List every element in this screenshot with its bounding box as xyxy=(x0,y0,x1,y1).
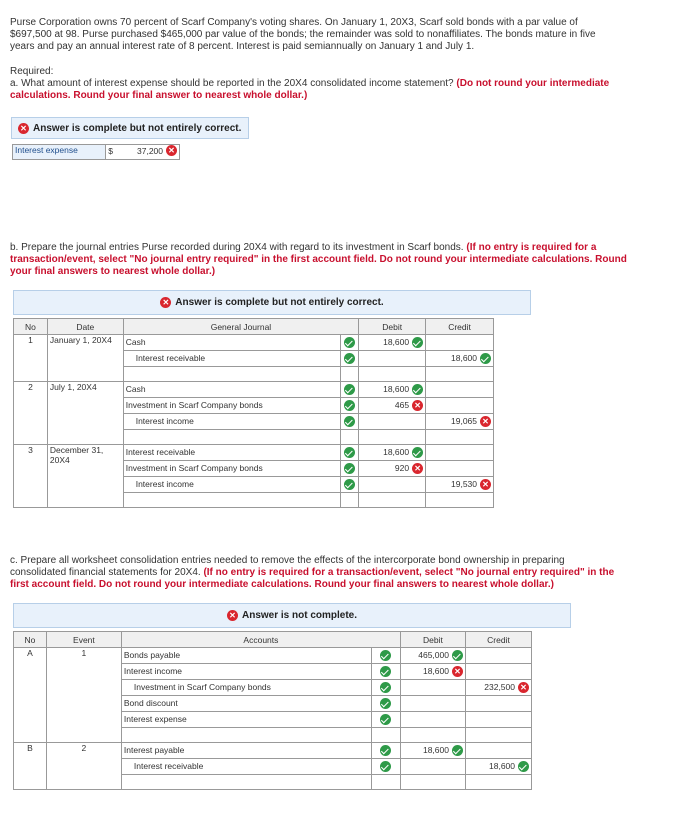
part-c-instruction-2: first account field. Do not round your intermediate calculations. Round your final answers to nearest whole dollar.) xyxy=(10,579,554,590)
credit-value: 19,530 xyxy=(451,479,477,489)
interest-expense-input[interactable] xyxy=(106,145,180,160)
problem-intro xyxy=(10,17,686,53)
debit-value: 18,600 xyxy=(422,745,449,755)
debit-input[interactable] xyxy=(400,664,465,680)
journal-entries-table xyxy=(13,318,494,508)
account-status xyxy=(371,696,400,712)
part-a-instruction-1: (Do not round your intermediate xyxy=(456,78,610,89)
debit-input[interactable] xyxy=(400,775,465,790)
account-name: Interest receivable xyxy=(133,761,204,771)
account-name: Interest receivable xyxy=(135,353,206,363)
debit-input[interactable] xyxy=(359,430,426,445)
correct-icon xyxy=(344,479,355,490)
debit-input[interactable] xyxy=(359,382,426,398)
col-header-credit: Credit xyxy=(465,632,531,648)
debit-value: 18,600 xyxy=(383,337,410,347)
account-name: Interest income xyxy=(123,666,183,676)
account-name: Investment in Scarf Company bonds xyxy=(125,463,263,473)
account-status xyxy=(341,398,359,414)
account-name: Investment in Scarf Company bonds xyxy=(133,682,271,692)
part-a-question: a. What amount of interest expense should be reported in the 20X4 consolidated income statement? xyxy=(10,78,454,89)
account-status xyxy=(341,414,359,430)
account-name: Cash xyxy=(125,384,146,394)
debit-value: 18,600 xyxy=(422,666,449,676)
debit-input[interactable] xyxy=(359,351,426,367)
correct-icon xyxy=(344,463,355,474)
account-select[interactable] xyxy=(123,398,341,414)
debit-input[interactable] xyxy=(400,759,465,775)
entry-event: 2 xyxy=(46,743,121,790)
incorrect-icon: ✕ xyxy=(166,145,177,156)
correct-icon xyxy=(380,682,391,693)
correct-icon xyxy=(344,353,355,364)
part-a-status-banner xyxy=(11,117,249,139)
part-b-instruction-2: transaction/event, select "No journal entry required" in the first account field. Do not round your intermediate calculations. Round xyxy=(10,254,627,265)
credit-input[interactable] xyxy=(465,680,531,696)
incorrect-icon: ✕ xyxy=(412,463,423,474)
debit-value: 920 xyxy=(394,463,410,473)
account-status xyxy=(371,680,400,696)
account-select[interactable] xyxy=(123,351,341,367)
debit-value: 18,600 xyxy=(383,384,410,394)
account-name: Bonds payable xyxy=(123,650,181,660)
account-status xyxy=(341,430,359,445)
part-a-instruction-2: calculations. Round your final answer to nearest whole dollar.) xyxy=(10,90,308,101)
credit-input[interactable] xyxy=(465,648,531,664)
debit-input[interactable] xyxy=(359,477,426,493)
credit-input[interactable] xyxy=(426,335,494,351)
account-status xyxy=(371,775,400,790)
required-label: Required: xyxy=(10,66,54,77)
debit-input[interactable] xyxy=(400,712,465,728)
entry-date: December 31, 20X4 xyxy=(47,445,123,508)
col-header-event: Event xyxy=(46,632,121,648)
correct-icon xyxy=(412,384,423,395)
account-status xyxy=(341,493,359,508)
account-status xyxy=(371,664,400,680)
part-b-banner-text: Answer is complete but not entirely correct. xyxy=(175,297,384,308)
account-select[interactable] xyxy=(123,367,341,382)
account-select[interactable] xyxy=(121,712,371,728)
col-header-accounts: Accounts xyxy=(121,632,400,648)
incorrect-icon: ✕ xyxy=(480,416,491,427)
col-header-no: No xyxy=(14,319,48,335)
table-row xyxy=(14,445,494,461)
debit-input[interactable] xyxy=(400,743,465,759)
account-status xyxy=(341,335,359,351)
part-b-instruction-1: (If no entry is required for a xyxy=(466,242,597,253)
col-header-general-journal: General Journal xyxy=(123,319,359,335)
part-c-status-banner xyxy=(13,603,571,628)
account-name: Interest income xyxy=(135,416,194,426)
table-row xyxy=(14,743,532,759)
credit-input[interactable] xyxy=(426,430,494,445)
part-c-instruction-1: (If no entry is required for a transaction/event, select "No journal entry required" in the xyxy=(203,567,615,578)
account-name: Interest expense xyxy=(123,714,187,724)
part-b-instruction-3: your final answers to nearest whole dollar.) xyxy=(10,266,216,277)
account-status xyxy=(341,351,359,367)
interest-expense-value: 37,200 xyxy=(137,145,163,156)
account-select[interactable] xyxy=(123,382,341,398)
currency-symbol: $ xyxy=(108,145,113,156)
account-status xyxy=(371,759,400,775)
incorrect-icon: ✕ xyxy=(227,610,238,621)
intro-line-2: $697,500 at 98. Purse purchased $465,000 par value of the bonds; the remainder was sold to nonaffiliates. The bonds mature in five xyxy=(10,29,596,40)
account-select[interactable] xyxy=(123,414,341,430)
correct-icon xyxy=(412,337,423,348)
credit-input[interactable] xyxy=(426,493,494,508)
credit-input[interactable] xyxy=(465,664,531,680)
credit-value: 232,500 xyxy=(484,682,515,692)
account-select[interactable] xyxy=(123,477,341,493)
correct-icon xyxy=(344,400,355,411)
account-status xyxy=(371,728,400,743)
correct-icon xyxy=(412,447,423,458)
credit-value: 19,065 xyxy=(451,416,477,426)
part-b-question: b. Prepare the journal entries Purse recorded during 20X4 with regard to its investment in Scarf bonds. xyxy=(10,242,464,253)
account-select[interactable] xyxy=(123,335,341,351)
entry-number: A xyxy=(14,648,47,743)
correct-icon xyxy=(480,353,491,364)
part-a-prompt xyxy=(10,66,686,102)
col-header-date: Date xyxy=(47,319,123,335)
account-select[interactable] xyxy=(121,759,371,775)
debit-input[interactable] xyxy=(359,414,426,430)
table-row xyxy=(14,382,494,398)
credit-input[interactable] xyxy=(426,477,494,493)
incorrect-icon: ✕ xyxy=(412,400,423,411)
account-select[interactable] xyxy=(123,461,341,477)
debit-input[interactable] xyxy=(400,680,465,696)
correct-icon xyxy=(452,745,463,756)
entry-event: 1 xyxy=(46,648,121,743)
account-status xyxy=(371,712,400,728)
debit-input[interactable] xyxy=(400,696,465,712)
account-select[interactable] xyxy=(123,493,341,508)
credit-value: 18,600 xyxy=(451,353,477,363)
account-status xyxy=(341,461,359,477)
debit-input[interactable] xyxy=(359,493,426,508)
interest-expense-label: Interest expense xyxy=(13,145,106,160)
part-a-answer-table xyxy=(12,144,180,160)
correct-icon xyxy=(380,666,391,677)
incorrect-icon: ✕ xyxy=(452,666,463,677)
account-select[interactable] xyxy=(121,775,371,790)
part-c-question-1: c. Prepare all worksheet consolidation entries needed to remove the effects of the intercorporate bond ownership in preparing xyxy=(10,555,565,566)
credit-input[interactable] xyxy=(465,696,531,712)
account-select[interactable] xyxy=(123,445,341,461)
part-c-question-2: consolidated financial statements for 20X4. xyxy=(10,567,201,578)
credit-input[interactable] xyxy=(426,351,494,367)
account-name: Bond discount xyxy=(123,698,178,708)
correct-icon xyxy=(344,337,355,348)
debit-input[interactable] xyxy=(400,648,465,664)
correct-icon xyxy=(380,714,391,725)
correct-icon xyxy=(380,650,391,661)
incorrect-icon: ✕ xyxy=(160,297,171,308)
part-a-banner-text: Answer is complete but not entirely correct. xyxy=(33,122,242,134)
account-status xyxy=(371,648,400,664)
correct-icon xyxy=(344,384,355,395)
correct-icon xyxy=(344,416,355,427)
incorrect-icon: ✕ xyxy=(18,123,29,134)
debit-input[interactable] xyxy=(400,728,465,743)
credit-input[interactable] xyxy=(465,712,531,728)
account-select[interactable] xyxy=(121,696,371,712)
debit-value: 18,600 xyxy=(383,447,410,457)
account-name: Interest receivable xyxy=(125,447,196,457)
account-name: Investment in Scarf Company bonds xyxy=(125,400,263,410)
debit-value: 465,000 xyxy=(418,650,449,660)
account-select[interactable] xyxy=(121,680,371,696)
account-select[interactable] xyxy=(121,743,371,759)
credit-input[interactable] xyxy=(426,445,494,461)
credit-input[interactable] xyxy=(426,414,494,430)
correct-icon xyxy=(380,745,391,756)
part-c-banner-text: Answer is not complete. xyxy=(241,610,358,621)
entry-number: B xyxy=(14,743,47,790)
account-name: Cash xyxy=(125,337,146,347)
consolidation-entries-table xyxy=(13,631,532,790)
account-select[interactable] xyxy=(123,430,341,445)
part-c-prompt xyxy=(10,555,686,591)
credit-input[interactable] xyxy=(426,398,494,414)
debit-input[interactable] xyxy=(359,398,426,414)
intro-line-1: Purse Corporation owns 70 percent of Scarf Company's voting shares. On January 1, 20X3, Scarf sold bonds with a par value of xyxy=(10,17,578,28)
credit-input[interactable] xyxy=(426,382,494,398)
col-header-credit: Credit xyxy=(426,319,494,335)
credit-input[interactable] xyxy=(426,461,494,477)
entry-date: January 1, 20X4 xyxy=(47,335,123,382)
credit-input[interactable] xyxy=(465,775,531,790)
account-select[interactable] xyxy=(121,728,371,743)
col-header-debit: Debit xyxy=(400,632,465,648)
entry-number: 3 xyxy=(14,445,48,508)
incorrect-icon: ✕ xyxy=(480,479,491,490)
table-row xyxy=(14,335,494,351)
credit-input[interactable] xyxy=(465,743,531,759)
intro-line-3: years and pay an annual interest rate of 8 percent. Interest is paid semiannually on January 1 and July 1. xyxy=(10,41,475,52)
part-b-status-banner xyxy=(13,290,531,315)
account-status xyxy=(341,367,359,382)
entry-date: July 1, 20X4 xyxy=(47,382,123,445)
debit-input[interactable] xyxy=(359,367,426,382)
account-status xyxy=(371,743,400,759)
debit-input[interactable] xyxy=(359,335,426,351)
account-select[interactable] xyxy=(121,664,371,680)
credit-input[interactable] xyxy=(465,759,531,775)
credit-input[interactable] xyxy=(465,728,531,743)
debit-value: 465 xyxy=(394,400,410,410)
account-name: Interest payable xyxy=(123,745,185,755)
correct-icon xyxy=(380,698,391,709)
col-header-no: No xyxy=(14,632,47,648)
credit-value: 18,600 xyxy=(489,761,515,771)
part-b-prompt xyxy=(10,242,686,278)
correct-icon xyxy=(380,761,391,772)
correct-icon xyxy=(452,650,463,661)
account-select[interactable] xyxy=(121,648,371,664)
correct-icon xyxy=(518,761,529,772)
debit-input[interactable] xyxy=(359,445,426,461)
entry-number: 2 xyxy=(14,382,48,445)
col-header-debit: Debit xyxy=(359,319,426,335)
entry-number: 1 xyxy=(14,335,48,382)
incorrect-icon: ✕ xyxy=(518,682,529,693)
credit-input[interactable] xyxy=(426,367,494,382)
account-name: Interest income xyxy=(135,479,194,489)
table-row xyxy=(14,648,532,664)
debit-input[interactable] xyxy=(359,461,426,477)
account-status xyxy=(341,477,359,493)
account-status xyxy=(341,445,359,461)
correct-icon xyxy=(344,447,355,458)
account-status xyxy=(341,382,359,398)
